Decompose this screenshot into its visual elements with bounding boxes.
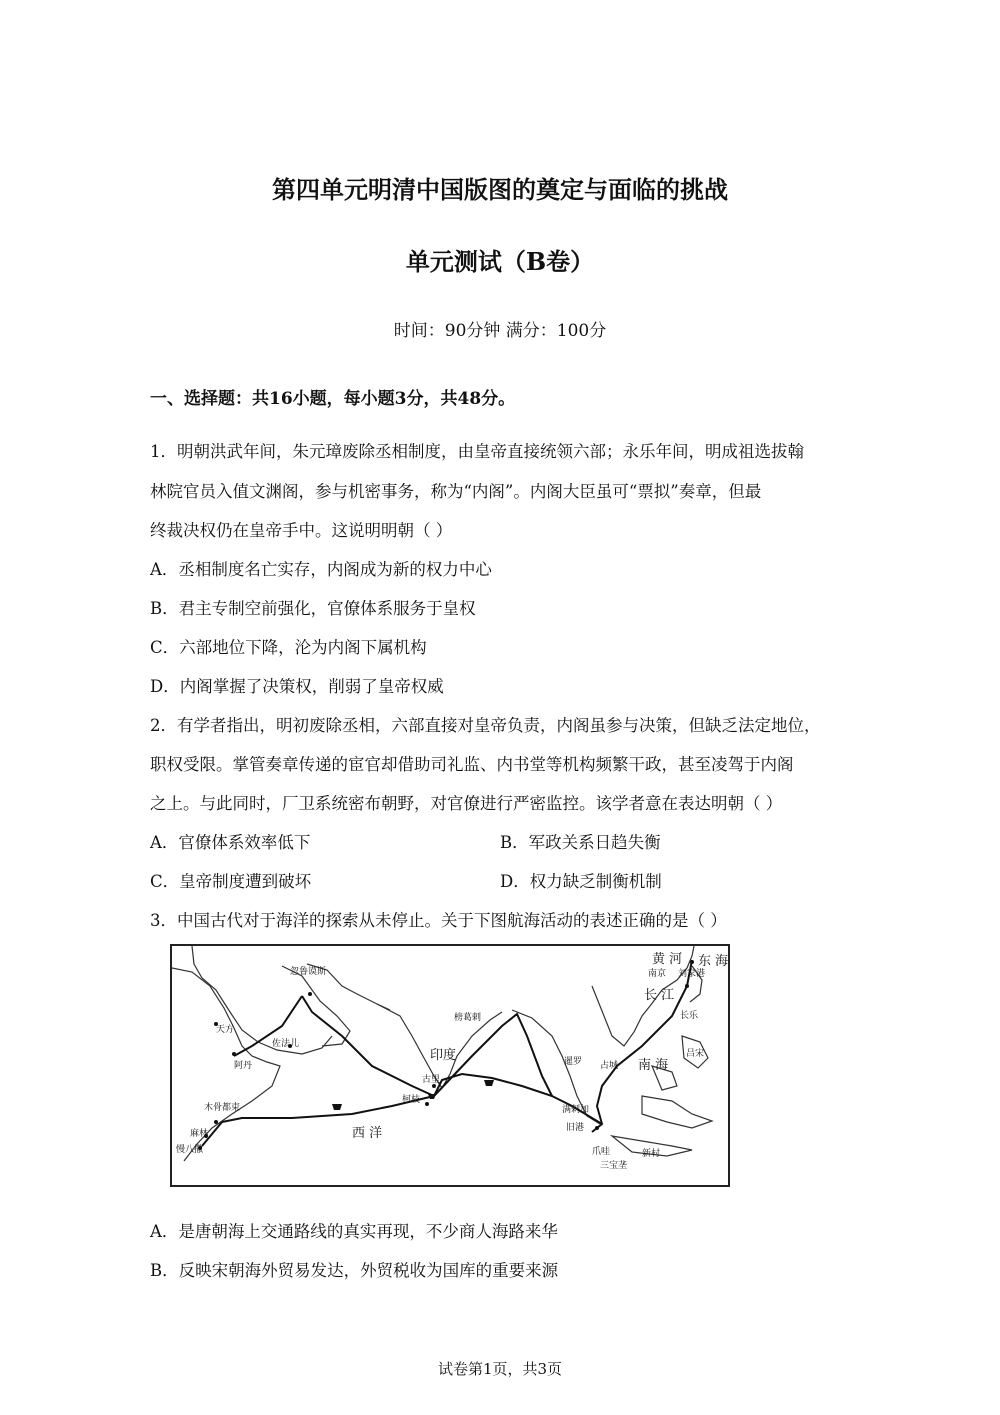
q2-option-b[interactable]: B．军政关系日趋失衡 xyxy=(500,833,661,852)
q1-option-c[interactable]: C．六部地位下降，沦为内阁下属机构 xyxy=(150,638,427,657)
map-label-siam: 暹罗 xyxy=(564,1057,583,1067)
q2-option-a[interactable]: A．官僚体系效率低下 xyxy=(150,833,311,852)
map-label-nanjing: 南京 xyxy=(648,969,667,979)
map-label-mogadishu: 木骨都束 xyxy=(204,1103,241,1113)
map-label-south-sea: 南 海 xyxy=(638,1058,669,1073)
map-label-mombasa: 慢八撒 xyxy=(176,1145,204,1155)
q1-option-d[interactable]: D．内阁掌握了决策权，削弱了皇帝权威 xyxy=(150,677,444,696)
map-label-liujiagang: 刘家港 xyxy=(678,969,706,979)
q3-option-b[interactable]: B．反映宋朝海外贸易发达，外贸税收为国库的重要来源 xyxy=(150,1261,559,1280)
map-label-malacca: 满剌加 xyxy=(562,1105,590,1115)
q1-option-b[interactable]: B．君主专制空前强化，官僚体系服务于皇权 xyxy=(150,599,476,618)
map-label-calicut: 古里 xyxy=(422,1075,441,1085)
section-heading: 一、选择题：共16小题，每小题3分，共48分。 xyxy=(150,389,516,409)
q2-stem-line: 职权受限。掌管奏章传递的宦官却借助司礼监、内书堂等机构频繁干政，甚至凌驾于内阁 xyxy=(150,755,794,774)
map-label-bengal: 榜葛剌 xyxy=(454,1013,482,1023)
map-label-malindi: 麻林 xyxy=(190,1129,209,1139)
q2-option-c[interactable]: C．皇帝制度遭到破坏 xyxy=(150,872,312,891)
map-label-xinan: 新村 xyxy=(642,1149,661,1159)
map-label-jiugang: 旧港 xyxy=(566,1123,585,1133)
q3-option-a[interactable]: A．是唐朝海上交通路线的真实再现，不少商人海路来华 xyxy=(150,1222,558,1241)
q2-stem-line: 之上。与此同时，厂卫系统密布朝野，对官僚进行严密监控。该学者意在表达明朝（ ） xyxy=(150,794,783,813)
map-label-yellow-river: 黄 河 xyxy=(652,952,683,967)
map-label-java: 爪哇 xyxy=(592,1147,611,1157)
page-title: 第四单元明清中国版图的奠定与面临的挑战 xyxy=(272,175,728,204)
page-footer: 试卷第1页，共3页 xyxy=(437,1360,563,1378)
map-label-yangtze: 长 江 xyxy=(644,988,675,1003)
q1-stem-line: 1．明朝洪武年间，朱元璋废除丞相制度，由皇帝直接统领六部；永乐年间，明成祖选拔翰 xyxy=(150,442,804,461)
q1-stem-line: 林院官员入值文渊阁，参与机密事务，称为“内阁”。内阁大臣虽可“票拟”奏章，但最 xyxy=(150,482,762,501)
map-label-west-ocean: 西 洋 xyxy=(352,1126,383,1141)
map-label-east-sea: 东 海 xyxy=(698,954,729,969)
map-label-luzon: 吕宋 xyxy=(686,1049,705,1059)
q1-stem-line: 终裁决权仍在皇帝手中。这说明明朝（ ） xyxy=(150,521,453,540)
map-label-changle: 长乐 xyxy=(680,1011,699,1021)
page-subtitle: 单元测试（B卷） xyxy=(405,247,595,276)
q2-option-d[interactable]: D．权力缺乏制衡机制 xyxy=(500,872,662,891)
map-label-aden: 阿丹 xyxy=(234,1061,253,1071)
q3-stem: 3．中国古代对于海洋的探索从未停止。关于下图航海活动的表述正确的是（ ） xyxy=(150,911,727,930)
voyage-map xyxy=(170,944,730,1187)
map-label-sanbaolong: 三宝垄 xyxy=(600,1161,628,1171)
map-label-zhancheng: 占城 xyxy=(600,1061,619,1071)
map-label-zufar: 佐法儿 xyxy=(272,1039,300,1049)
q1-option-a[interactable]: A．丞相制度名亡实存，内阁成为新的权力中心 xyxy=(150,560,492,579)
map-label-india: 印度 xyxy=(430,1048,457,1063)
map-label-tianfang: 天方 xyxy=(216,1025,235,1035)
q2-stem-line: 2．有学者指出，明初废除丞相，六部直接对皇帝负责，内阁虽参与决策，但缺乏法定地位， xyxy=(150,716,821,735)
map-label-hormuz: 忽鲁谟斯 xyxy=(290,967,327,977)
map-label-cochin: 柯枝 xyxy=(402,1095,421,1105)
exam-meta: 时间：90分钟 满分：100分 xyxy=(393,321,607,341)
